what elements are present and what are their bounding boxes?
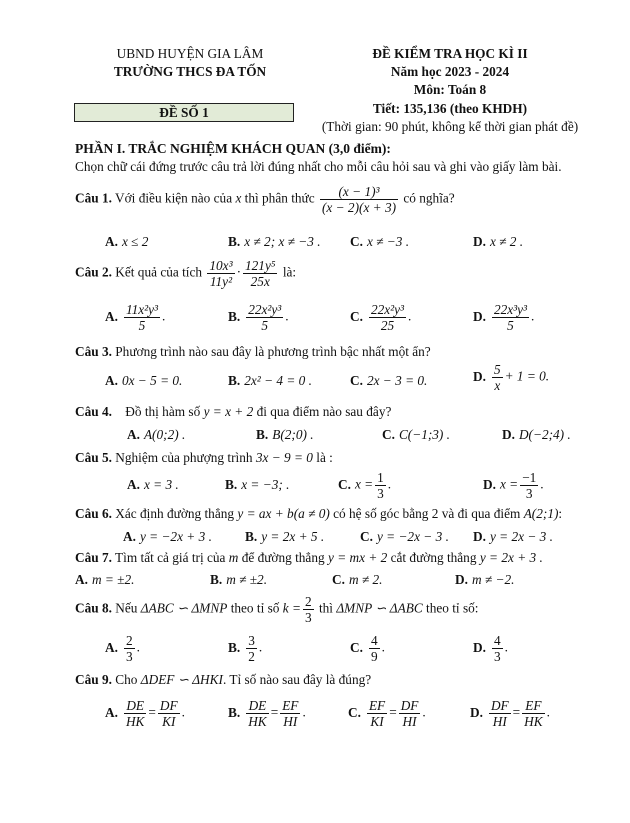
option-label: B. <box>210 572 223 587</box>
question-text: là: <box>282 264 297 280</box>
question-text: : <box>558 506 563 521</box>
fraction <box>124 633 135 664</box>
question-text: đi qua điểm nào sau đây? <box>256 404 392 419</box>
exam-code-box: ĐỀ SỐ 1 <box>74 103 294 122</box>
q3-option-c[interactable] <box>350 373 427 389</box>
fraction <box>320 184 398 215</box>
fraction-numerator: (x − 1)³ <box>320 184 398 200</box>
question-2: Câu 2. Kết quả của tích $\frac{\text{10x³}}{\text{11y²}}$ · $\frac{\text{121y⁵}}{25x}$ là: <box>75 258 297 289</box>
question-text: Kết quả của tích <box>115 264 203 280</box>
fraction-denominator: (x − 2)(x + 3) <box>321 200 397 215</box>
option-label: A. <box>127 427 140 442</box>
fraction <box>124 302 160 333</box>
question-text: có hệ số góc bằng 2 và đi qua điểm <box>333 506 521 521</box>
fraction-denominator: 9 <box>370 649 378 664</box>
question-text: Đồ thị hàm số <box>125 404 201 419</box>
fraction-numerator: DF <box>400 698 419 713</box>
option-label: A. <box>105 234 118 249</box>
q9-option-d[interactable]: D. $\frac{DF}{HI}$ = $\frac{EF}{HK}$ . <box>470 698 550 729</box>
option-label: D. <box>473 529 486 544</box>
option-label: B. <box>228 704 241 720</box>
q4-option-a[interactable] <box>127 427 185 443</box>
fraction-denominator: 25x <box>250 274 270 289</box>
fraction-denominator: 5 <box>261 318 269 333</box>
option-label: B. <box>228 373 241 388</box>
option-label: D. <box>483 476 496 492</box>
department-name: UBND HUYỆN GIA LÂM <box>116 46 264 61</box>
question-3 <box>75 344 431 360</box>
fraction-numerator: 121y⁵ <box>245 258 276 273</box>
school-year: Năm học 2023 - 2024 <box>390 64 510 79</box>
option-label: A. <box>123 529 136 544</box>
question-label: Câu 5. <box>75 450 112 465</box>
question-text: thì <box>318 600 334 616</box>
fraction-numerator: 4 <box>370 633 378 648</box>
question-4 <box>75 404 391 420</box>
q6-option-d[interactable] <box>473 529 553 545</box>
subject: Môn: Toán 8 <box>413 82 487 97</box>
fraction <box>158 698 180 729</box>
option-text: x = <box>354 476 374 492</box>
option-text: x ≠ 2 . <box>489 234 524 249</box>
q6-option-a[interactable] <box>123 529 212 545</box>
option-text: x = <box>499 476 519 492</box>
fraction <box>489 698 511 729</box>
q6-option-b[interactable] <box>245 529 324 545</box>
option-label: B. <box>245 529 258 544</box>
question-7 <box>75 550 543 566</box>
q5-option-c[interactable]: C. x = $\frac{1}{3}$ . <box>338 470 392 501</box>
fraction-numerator: 1 <box>377 470 384 485</box>
option-text: y = 2x − 3 . <box>489 529 553 544</box>
q8-option-a[interactable]: A. $\frac{2}{3}$ . <box>105 633 140 664</box>
q1-option-c[interactable] <box>350 234 409 250</box>
fraction-numerator: 4 <box>493 633 501 648</box>
q9-option-b[interactable]: B. $\frac{DE}{HK}$ = $\frac{EF}{HI}$ . <box>228 698 306 729</box>
fraction-numerator: 22x³y³ <box>493 302 528 317</box>
q7-option-c[interactable] <box>332 572 382 588</box>
option-label: D. <box>455 572 468 587</box>
question-text: để đường thẳng <box>241 550 325 565</box>
question-text: Cho <box>115 672 138 687</box>
q2-option-d[interactable]: D. $\frac{\text{22x³y³}}{5}$ . <box>473 302 535 333</box>
q2-option-c[interactable]: C. $\frac{\text{22x²y³}}{25}$ . <box>350 302 412 333</box>
question-text: cắt đường thẳng <box>390 550 477 565</box>
math-expression: y = x + 2 <box>203 404 254 419</box>
option-label: B. <box>228 234 241 249</box>
fraction <box>375 470 386 501</box>
q9-option-c[interactable]: C. $\frac{EF}{KI}$ = $\frac{DF}{HI}$ . <box>348 698 426 729</box>
fraction-denominator: 3 <box>125 649 133 664</box>
option-label: C. <box>350 308 363 324</box>
fraction <box>492 633 503 664</box>
question-1 <box>75 184 455 215</box>
fraction-numerator: 2 <box>125 633 133 648</box>
option-text: y = −2x − 3 . <box>376 529 449 544</box>
question-label: Câu 8. <box>75 600 112 616</box>
fraction <box>367 698 387 729</box>
fraction <box>492 302 529 333</box>
option-text: A(0;2) . <box>143 427 186 442</box>
option-label: C. <box>350 234 363 249</box>
option-label: B. <box>228 639 241 655</box>
math-expression: k = <box>282 600 301 616</box>
question-label: Câu 9. <box>75 672 112 687</box>
fraction-numerator: 10x³ <box>209 258 233 273</box>
option-text: m ≠ −2. <box>471 572 515 587</box>
fraction <box>399 698 421 729</box>
question-text: có nghĩa? <box>403 190 455 206</box>
question-text: Nếu <box>115 600 138 616</box>
question-text: Tìm tất cả giá trị của <box>115 550 226 565</box>
math-expression: y = ax + b(a ≠ 0) <box>237 506 330 521</box>
option-label: D. <box>473 368 486 384</box>
fraction-denominator: 5 <box>138 318 146 333</box>
question-label: Câu 7. <box>75 550 112 565</box>
exam-title: ĐỀ KIỂM TRA HỌC KÌ II <box>372 46 528 61</box>
fraction-numerator: DE <box>246 698 268 714</box>
option-text: m ≠ 2. <box>348 572 383 587</box>
option-label: D. <box>473 308 486 324</box>
question-text: Phương trình nào sau đây là phương trình bậc nhất một ẩn? <box>115 344 431 359</box>
q5-option-b[interactable] <box>225 477 289 493</box>
fraction-denominator: 11y² <box>209 274 233 289</box>
option-text: D(−2;4) . <box>518 427 571 442</box>
option-label: A. <box>105 373 118 388</box>
fraction-numerator: EF <box>282 698 299 713</box>
option-text: y = 2x + 5 . <box>261 529 325 544</box>
fraction <box>207 258 234 289</box>
fraction-denominator: HK <box>125 714 145 729</box>
question-label: Câu 4. <box>75 404 112 419</box>
option-text: x ≠ 2; x ≠ −3 . <box>244 234 321 249</box>
question-8 <box>75 594 478 625</box>
option-text: x = 3 . <box>143 477 179 492</box>
math-expression: ΔABC ∽ ΔMNP <box>140 600 228 616</box>
option-label: B. <box>228 308 241 324</box>
option-text: x ≠ −3 . <box>366 234 410 249</box>
fraction-denominator: x <box>494 378 501 393</box>
option-text: m = ±2. <box>91 572 135 587</box>
fraction <box>369 302 406 333</box>
math-expression: y = mx + 2 <box>327 550 388 565</box>
option-label: A. <box>75 572 88 587</box>
option-label: C. <box>332 572 345 587</box>
question-text: Xác định đường thẳng <box>115 506 235 521</box>
question-5 <box>75 450 333 466</box>
question-text: thì phân thức <box>244 190 315 206</box>
fraction-numerator: EF <box>522 698 544 714</box>
q3-option-d[interactable] <box>473 362 549 393</box>
section-instruction: Chọn chữ cái đứng trước câu trả lời đúng nhất cho mỗi câu hỏi sau và ghi vào giấy làm bài. <box>75 159 562 174</box>
option-text: B(2;0) . <box>272 427 314 442</box>
option-label: C. <box>350 373 363 388</box>
fraction <box>246 698 268 729</box>
option-label: A. <box>105 704 118 720</box>
question-9 <box>75 672 371 688</box>
q5-option-d[interactable]: D. x = $\frac{-1}{3}$ . <box>483 470 544 501</box>
fraction <box>522 698 544 729</box>
fraction-numerator: −1 <box>522 470 537 485</box>
q4-option-d[interactable] <box>502 427 571 443</box>
option-text: + 1 = 0. <box>504 368 550 384</box>
option-label: C. <box>348 704 361 720</box>
fraction-denominator: HK <box>524 714 543 729</box>
fraction-denominator: HK <box>248 714 267 729</box>
fraction-numerator: DE <box>124 698 146 714</box>
fraction-numerator: DF <box>490 698 509 713</box>
question-label: Câu 3. <box>75 344 112 359</box>
fraction <box>243 258 277 289</box>
question-text: theo tỉ số: <box>426 600 479 616</box>
option-label: B. <box>225 477 238 492</box>
option-label: A. <box>127 477 140 492</box>
fraction <box>124 698 146 729</box>
q1-option-b[interactable] <box>228 234 321 250</box>
fraction-denominator: HI <box>283 714 298 729</box>
option-label: D. <box>473 639 486 655</box>
fraction-numerator: EF <box>368 698 386 713</box>
math-expression: A(2;1) <box>523 506 559 521</box>
option-label: C. <box>360 529 373 544</box>
school-name: TRƯỜNG THCS ĐA TỐN <box>113 64 267 79</box>
fraction-numerator: 3 <box>248 633 255 648</box>
fraction-numerator: 22x²y³ <box>248 302 282 317</box>
math-expression: ΔMNP ∽ ΔABC <box>336 600 423 616</box>
q8-option-b[interactable]: B. $\frac{3}{2}$ . <box>228 633 263 664</box>
fraction-denominator: 5 <box>507 318 514 333</box>
fraction <box>520 470 538 501</box>
q1-option-d[interactable] <box>473 234 523 250</box>
fraction-denominator: 2 <box>248 649 255 664</box>
fraction <box>246 302 283 333</box>
fraction-denominator: 25 <box>380 318 395 333</box>
option-label: A. <box>105 308 118 324</box>
fraction-numerator: 5 <box>493 362 501 377</box>
q4-option-b[interactable] <box>256 427 314 443</box>
math-var: m <box>228 550 239 565</box>
option-label: D. <box>502 427 515 442</box>
question-text: Nghiệm của phượng trình <box>115 450 253 465</box>
option-label: D. <box>473 234 486 249</box>
question-label: Câu 1. <box>75 190 112 206</box>
question-6 <box>75 506 562 522</box>
question-text: . Tỉ số nào sau đây là đúng? <box>222 672 372 687</box>
duration: (Thời gian: 90 phút, không kể thời gian phát đề) <box>321 119 579 134</box>
q5-option-a[interactable] <box>127 477 179 493</box>
fraction-denominator: 3 <box>377 486 384 501</box>
periods: Tiết: 135,136 (theo KHDH) <box>372 101 528 116</box>
fraction <box>492 362 503 393</box>
question-label: Câu 6. <box>75 506 112 521</box>
fraction <box>369 633 380 664</box>
math-var: x <box>235 190 242 206</box>
q7-option-d[interactable] <box>455 572 514 588</box>
fraction-numerator: DF <box>159 698 178 713</box>
fraction-denominator: KI <box>370 714 384 729</box>
question-text: là : <box>316 450 333 465</box>
section-title: PHẦN I. TRẮC NGHIỆM KHÁCH QUAN (3,0 điểm): <box>75 141 391 156</box>
question-text: Với điều kiện nào của <box>115 190 233 206</box>
option-text: C(−1;3) . <box>398 427 451 442</box>
option-label: C. <box>350 639 363 655</box>
q1-option-a[interactable] <box>105 234 148 250</box>
fraction-denominator: 3 <box>525 486 533 501</box>
option-text: m ≠ ±2. <box>226 572 268 587</box>
q2-option-a[interactable]: A. $\frac{\text{11x²y³}}{5}$ . <box>105 302 166 333</box>
fraction-denominator: KI <box>162 714 176 729</box>
math-expression: ΔDEF ∽ ΔHKI <box>140 672 223 687</box>
option-label: C. <box>382 427 395 442</box>
option-text: 0x − 5 = 0. <box>121 373 183 388</box>
q8-option-c[interactable]: C. $\frac{4}{9}$ . <box>350 633 385 664</box>
fraction-denominator: HI <box>402 714 417 729</box>
q2-option-b[interactable]: B. $\frac{\text{22x²y³}}{5}$ . <box>228 302 289 333</box>
q7-option-a[interactable] <box>75 572 134 588</box>
q3-option-a[interactable] <box>105 373 182 389</box>
q3-option-b[interactable] <box>228 373 312 389</box>
q6-option-c[interactable] <box>360 529 449 545</box>
option-label: B. <box>256 427 269 442</box>
option-text: 2x² − 4 = 0 . <box>244 373 312 388</box>
fraction-numerator: 11x²y³ <box>125 302 159 317</box>
fraction <box>280 698 300 729</box>
fraction-numerator: 2 <box>304 594 312 609</box>
option-label: C. <box>338 476 351 492</box>
fraction-denominator: 3 <box>304 610 312 625</box>
fraction-denominator: 3 <box>493 649 501 664</box>
option-text: y = −2x + 3 . <box>139 529 212 544</box>
option-label: A. <box>105 639 118 655</box>
option-label: D. <box>470 704 483 720</box>
question-text: theo tỉ số <box>230 600 280 616</box>
math-expression: y = 2x + 3 . <box>479 550 543 565</box>
q7-option-b[interactable] <box>210 572 267 588</box>
option-text: 2x − 3 = 0. <box>366 373 428 388</box>
fraction <box>303 594 314 625</box>
question-label: Câu 2. <box>75 264 112 280</box>
fraction <box>246 633 257 664</box>
fraction-denominator: HI <box>492 714 507 729</box>
option-text: x ≤ 2 <box>121 234 149 249</box>
fraction-numerator: 22x²y³ <box>370 302 405 317</box>
option-text: x = −3; . <box>241 477 290 492</box>
math-expression: 3x − 9 = 0 <box>255 450 313 465</box>
q4-option-c[interactable] <box>382 427 450 443</box>
q9-option-a[interactable]: A. $\frac{DE}{HK}$ = $\frac{DF}{KI}$ . <box>105 698 185 729</box>
q8-option-d[interactable]: D. $\frac{4}{3}$ . <box>473 633 508 664</box>
